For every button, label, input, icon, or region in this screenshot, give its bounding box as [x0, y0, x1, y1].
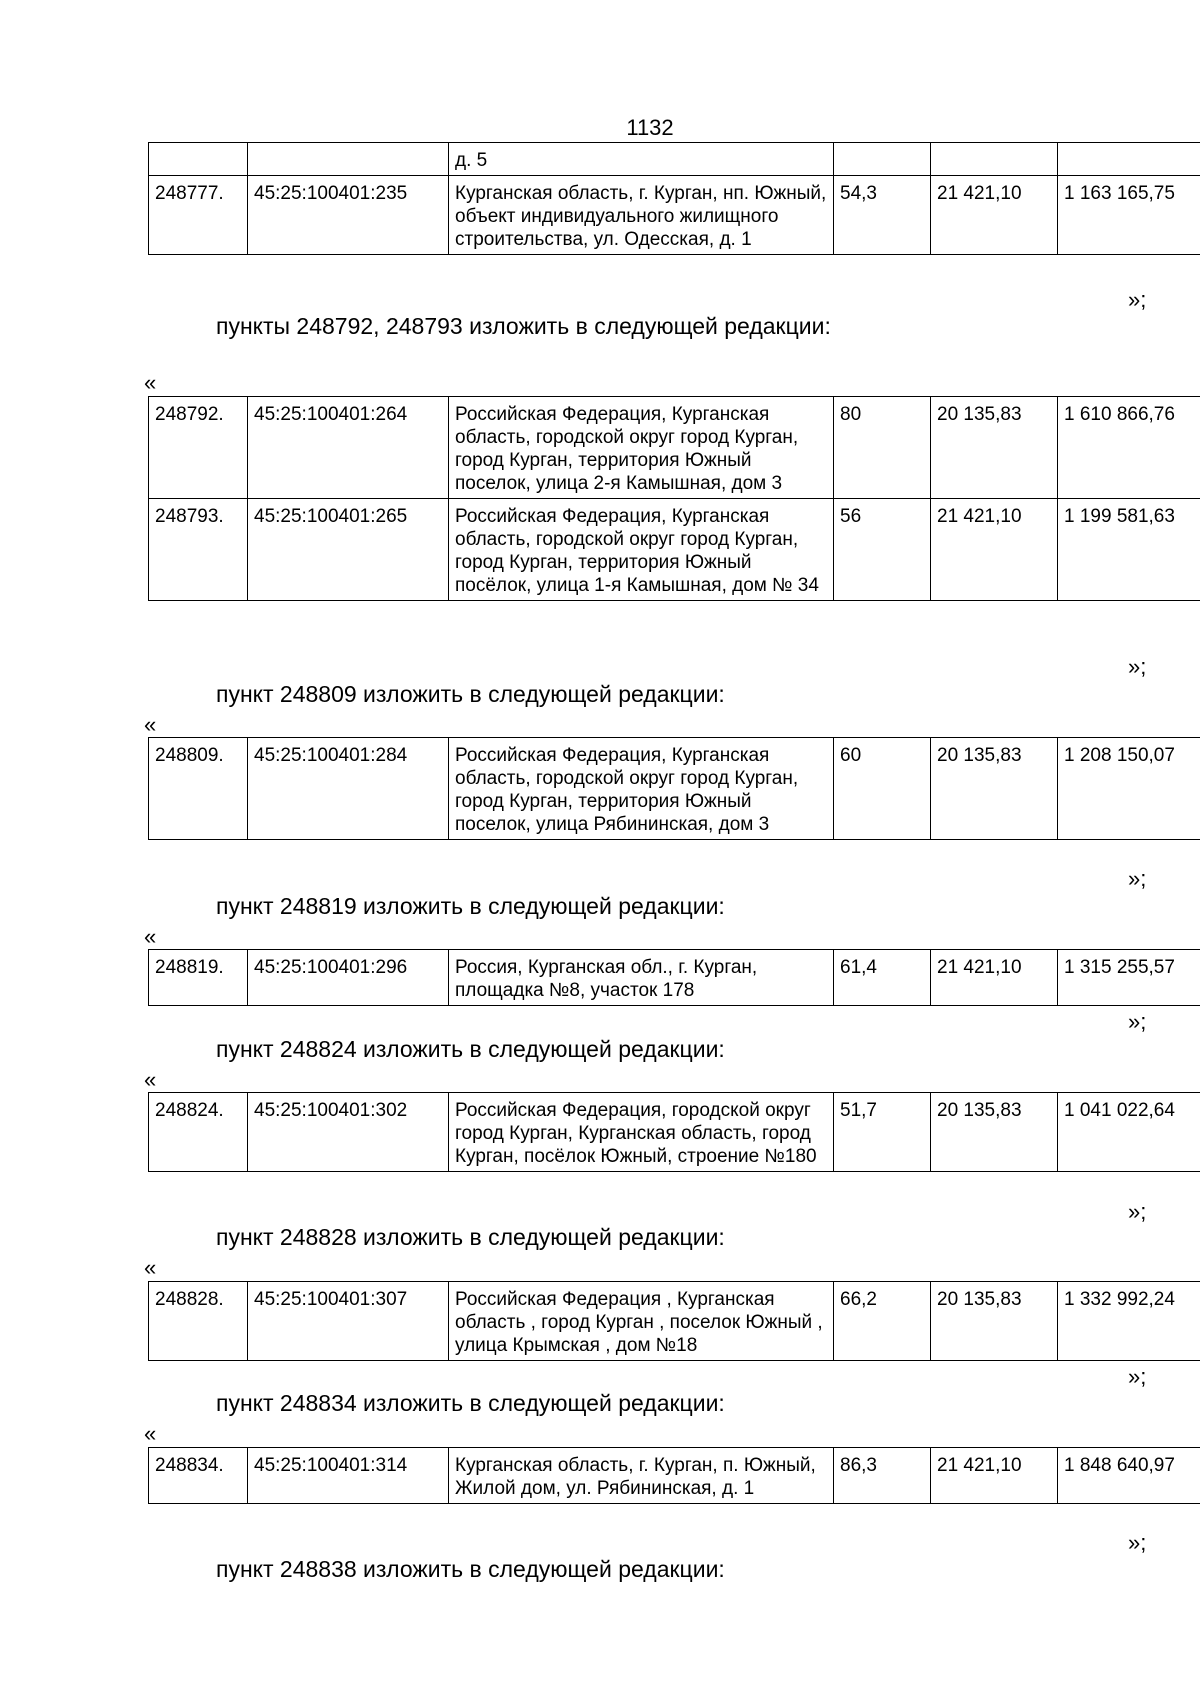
cadastral-number-cell: 45:25:100401:302 [248, 1093, 449, 1172]
table-row [149, 499, 1200, 601]
area-cell: 61,4 [834, 950, 931, 1006]
closing-quote: »; [1128, 1364, 1147, 1389]
area-cell: 51,7 [834, 1093, 931, 1172]
registry-table [148, 1092, 1200, 1172]
area-cell [834, 143, 931, 176]
address-cell: Курганская область, г. Курган, нп. Южный, объект индивидуального жилищного строительства, ул. Одесская, д. 1 [449, 176, 834, 255]
registry-table [148, 949, 1200, 1006]
amendment-instruction: пункт 248819 изложить в следующей редакции: [216, 893, 725, 919]
cadastral-number-cell [248, 143, 449, 176]
registry-table [148, 737, 1200, 840]
closing-quote: »; [1128, 866, 1147, 891]
closing-quote: »; [1128, 654, 1147, 679]
cadastral-number-cell: 45:25:100401:307 [248, 1282, 449, 1361]
opening-quote: « [144, 1067, 157, 1092]
amendment-instruction: пункт 248824 изложить в следующей редакции: [216, 1036, 725, 1062]
table-row [149, 950, 1200, 1006]
table-row [149, 176, 1200, 255]
row-number-cell [149, 143, 248, 176]
cadastral-value-cell: 1 332 992,24 [1058, 1282, 1200, 1361]
row-number-cell: 248777. [149, 176, 248, 255]
address-cell: Российская Федерация , Курганская область , город Курган , поселок Южный , улица Крымская , дом №18 [449, 1282, 834, 1361]
registry-table [148, 396, 1200, 601]
table-row [149, 1093, 1200, 1172]
address-cell: Россия, Курганская обл., г. Курган, площадка №8, участок 178 [449, 950, 834, 1006]
cadastral-value-cell: 1 163 165,75 [1058, 176, 1200, 255]
amendment-instruction: пункты 248792, 248793 изложить в следующей редакции: [216, 313, 831, 339]
unit-value-cell: 20 135,83 [931, 1093, 1058, 1172]
amendment-instruction: пункт 248828 изложить в следующей редакции: [216, 1224, 725, 1250]
address-cell: Российская Федерация, Курганская область, городской округ город Курган, город Курган, территория Южный поселок, улица 2-я Камышная, дом 3 [449, 397, 834, 499]
row-number-cell: 248824. [149, 1093, 248, 1172]
table-row [149, 738, 1200, 840]
cadastral-number-cell: 45:25:100401:284 [248, 738, 449, 840]
row-number-cell: 248819. [149, 950, 248, 1006]
amendment-instruction: пункт 248809 изложить в следующей редакции: [216, 681, 725, 707]
area-cell: 54,3 [834, 176, 931, 255]
table-row [149, 1448, 1200, 1504]
area-cell: 80 [834, 397, 931, 499]
unit-value-cell: 21 421,10 [931, 950, 1058, 1006]
cadastral-value-cell [1058, 143, 1200, 176]
amendment-instruction: пункт 248838 изложить в следующей редакции: [216, 1556, 725, 1582]
cadastral-number-cell: 45:25:100401:314 [248, 1448, 449, 1504]
opening-quote: « [144, 1421, 157, 1446]
closing-quote: »; [1128, 1530, 1147, 1555]
area-cell: 86,3 [834, 1448, 931, 1504]
page-number: 1132 [626, 115, 674, 140]
area-cell: 66,2 [834, 1282, 931, 1361]
registry-table [148, 142, 1200, 255]
address-cell: Курганская область, г. Курган, п. Южный, Жилой дом, ул. Рябининская, д. 1 [449, 1448, 834, 1504]
table-row [149, 397, 1200, 499]
unit-value-cell: 20 135,83 [931, 397, 1058, 499]
cadastral-value-cell: 1 610 866,76 [1058, 397, 1200, 499]
cadastral-number-cell: 45:25:100401:235 [248, 176, 449, 255]
amendment-instruction: пункт 248834 изложить в следующей редакции: [216, 1390, 725, 1416]
cadastral-value-cell: 1 041 022,64 [1058, 1093, 1200, 1172]
unit-value-cell: 21 421,10 [931, 499, 1058, 601]
closing-quote: »; [1128, 287, 1147, 312]
registry-table [148, 1281, 1200, 1361]
area-cell: 60 [834, 738, 931, 840]
row-number-cell: 248809. [149, 738, 248, 840]
address-cell: Российская Федерация, городской округ город Курган, Курганская область, город Курган, посёлок Южный, строение №180 [449, 1093, 834, 1172]
unit-value-cell [931, 143, 1058, 176]
unit-value-cell: 20 135,83 [931, 1282, 1058, 1361]
cadastral-number-cell: 45:25:100401:265 [248, 499, 449, 601]
cadastral-value-cell: 1 848 640,97 [1058, 1448, 1200, 1504]
opening-quote: « [144, 712, 157, 737]
cadastral-value-cell: 1 208 150,07 [1058, 738, 1200, 840]
cadastral-number-cell: 45:25:100401:296 [248, 950, 449, 1006]
closing-quote: »; [1128, 1199, 1147, 1224]
opening-quote: « [144, 1255, 157, 1280]
table-row [149, 1282, 1200, 1361]
address-cell: Российская Федерация, Курганская область, городской округ город Курган, город Курган, территория Южный посёлок, улица 1-я Камышная, дом № 34 [449, 499, 834, 601]
row-number-cell: 248793. [149, 499, 248, 601]
opening-quote: « [144, 370, 157, 395]
registry-table [148, 1447, 1200, 1504]
opening-quote: « [144, 924, 157, 949]
closing-quote: »; [1128, 1009, 1147, 1034]
address-cell: д. 5 [449, 143, 834, 176]
unit-value-cell: 20 135,83 [931, 738, 1058, 840]
row-number-cell: 248828. [149, 1282, 248, 1361]
row-number-cell: 248834. [149, 1448, 248, 1504]
cadastral-value-cell: 1 315 255,57 [1058, 950, 1200, 1006]
cadastral-number-cell: 45:25:100401:264 [248, 397, 449, 499]
unit-value-cell: 21 421,10 [931, 176, 1058, 255]
table-row [149, 143, 1200, 176]
area-cell: 56 [834, 499, 931, 601]
address-cell: Российская Федерация, Курганская область, городской округ город Курган, город Курган, территория Южный поселок, улица Рябининская, дом 3 [449, 738, 834, 840]
row-number-cell: 248792. [149, 397, 248, 499]
cadastral-value-cell: 1 199 581,63 [1058, 499, 1200, 601]
unit-value-cell: 21 421,10 [931, 1448, 1058, 1504]
